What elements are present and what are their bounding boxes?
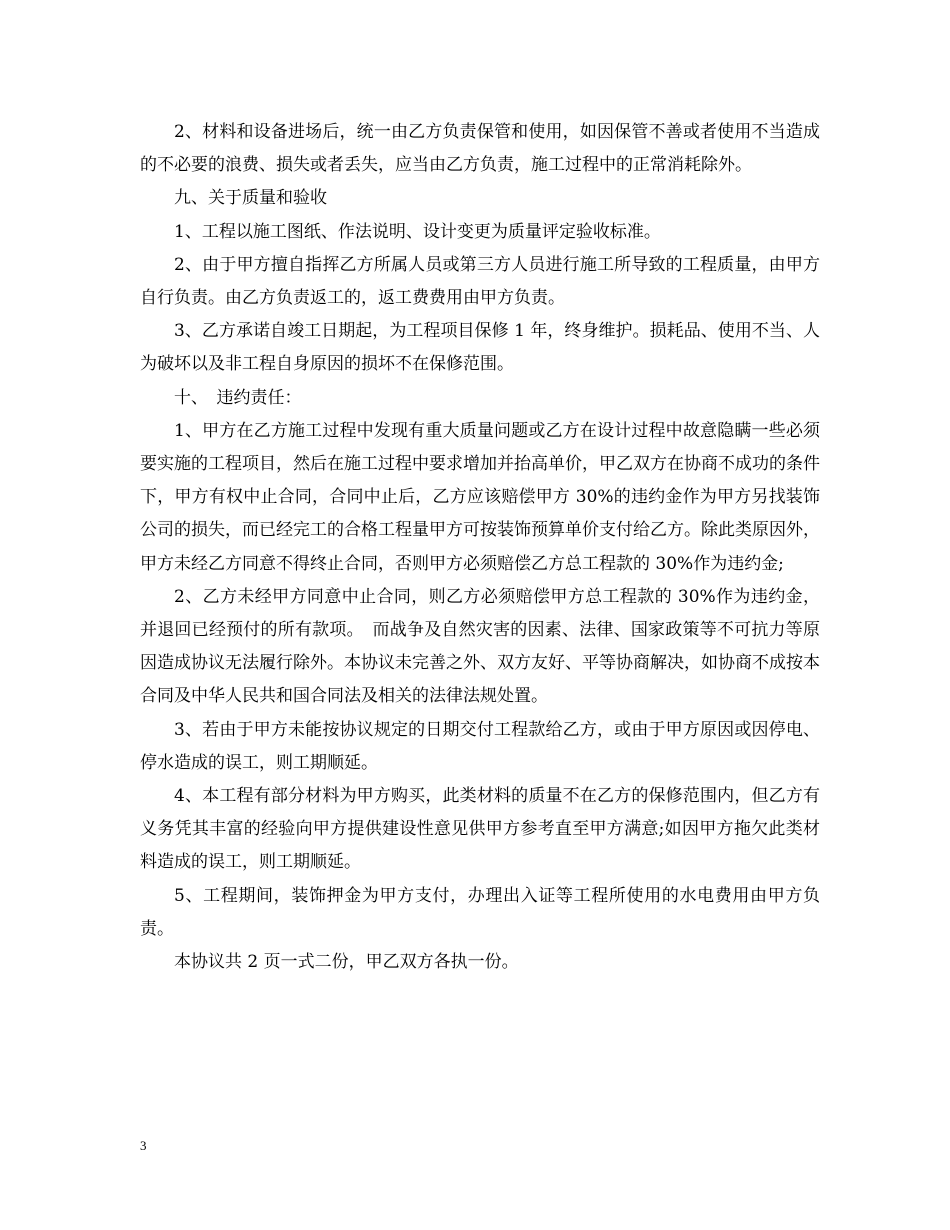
closing-statement: 本协议共 2 页一式二份，甲乙双方各执一份。 — [174, 952, 519, 973]
clause-10-3-payment-delay: 3、若由于甲方未能按协议规定的日期交付工程款给乙方，或由于甲方原因或因停电、停水造成的误工，则工期顺延。 — [140, 719, 820, 773]
page-number: 3 — [140, 1138, 147, 1153]
clause-10-2-party-b-termination: 2、乙方未经甲方同意中止合同，则乙方必须赔偿甲方总工程款的 30%作为违约金，并退回已经预付的所有款项。 而战争及自然灾害的因素、法律、国家政策等不可抗力等原因造成协议无法履行除外。本协议未完善之外、双方友好、平等协商解决，如协商不成按本合同及中华人民共和国合同法及相关的法律法规处置。 — [140, 586, 820, 707]
clause-9-2-party-a-responsibility: 2、由于甲方擅自指挥乙方所属人员或第三方人员进行施工所导致的工程质量，由甲方自行负责。由乙方负责返工的，返工费费用由甲方负责。 — [140, 254, 820, 309]
clause-9-3-warranty: 3、乙方承诺自竣工日期起，为工程项目保修 1 年，终身维护。损耗品、使用不当、人为破坏以及非工程自身原因的损坏不在保修范围。 — [140, 321, 820, 375]
clause-10-5-deposit: 5、工程期间，装饰押金为甲方支付，办理出入证等工程所使用的水电费用由甲方负责。 — [140, 885, 820, 939]
clause-10-4-materials: 4、本工程有部分材料为甲方购买，此类材料的质量不在乙方的保修范围内，但乙方有义务凭其丰富的经验向甲方提供建设性意见供甲方参考直至甲方满意;如因甲方拖欠此类材料造成的误工，则工期顺延。 — [140, 786, 820, 873]
clause-10-1-party-a-termination: 1、甲方在乙方施工过程中发现有重大质量问题或乙方在设计过程中故意隐瞒一些必须要实施的工程项目，然后在施工过程中要求增加并抬高单价，甲乙双方在协商不成功的条件下，甲方有权中止合同，合同中止后，乙方应该赔偿甲方 30%的违约金作为甲方另找装饰公司的损失，而已经完工的合格工程量甲方可按装饰预算单价支付给乙方。除此类原因外，甲方未经乙方同意不得终止合同，否则甲方必须赔偿乙方总工程款的 30%作为违约金; — [140, 420, 820, 574]
document-body — [140, 116, 820, 979]
clause-9-1-standard: 1、工程以施工图纸、作法说明、设计变更为质量评定验收标准。 — [174, 221, 661, 242]
section-heading-breach: 十、 违约责任： — [174, 387, 302, 408]
clause-8-2-materials: 2、材料和设备进场后，统一由乙方负责保管和使用，如因保管不善或者使用不当造成的不必要的浪费、损失或者丢失，应当由乙方负责，施工过程中的正常消耗除外。 — [140, 122, 820, 176]
section-heading-quality-acceptance: 九、关于质量和验收 — [174, 188, 327, 209]
